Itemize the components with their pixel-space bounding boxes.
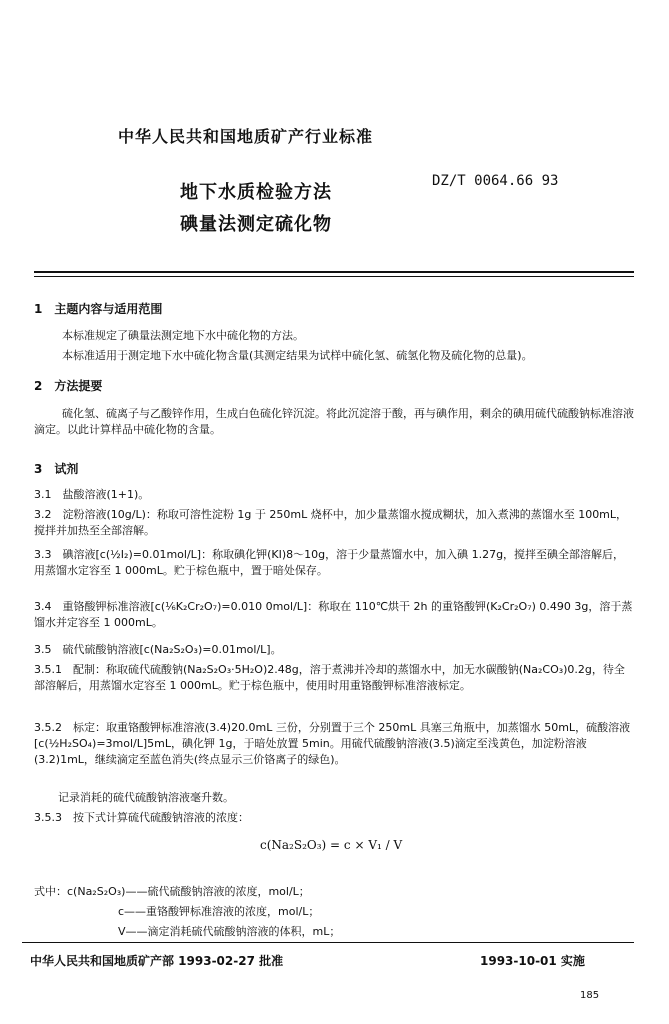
- document-title-line2: 碘量法测定硫化物: [180, 214, 332, 235]
- reagent-3-2: 3.2 淀粉溶液(10g/L)：称取可溶性淀粉 1g 于 250mL 烧杯中，加少量蒸馏水搅成糊状，加入煮沸的蒸馏水至 100mL，搅拌并加热至全部溶解。: [34, 508, 628, 537]
- issued-by-date: 中华人民共和国地质矿产部 1993-02-27 批准: [30, 954, 284, 968]
- document-title-line1: 地下水质检验方法: [180, 182, 332, 203]
- header-rule-thin: [34, 276, 634, 277]
- standard-code: DZ/T 0064.66 93: [432, 173, 559, 189]
- reagent-3-5: 3.5 硫代硫酸钠溶液[c(Na₂S₂O₃)=0.01mol/L]。: [34, 643, 282, 656]
- footer-rule: [22, 942, 634, 943]
- formula-where-3: V——滴定消耗硫代硫酸钠溶液的体积，mL；: [118, 925, 341, 938]
- section-1-paragraph-2: 本标准适用于测定地下水中硫化物含量(其测定结果为试样中硫化氢、硫氢化物及硫化物的总量)。: [62, 349, 533, 362]
- reagent-3-4: 3.4 重铬酸钾标准溶液[c(⅙K₂Cr₂O₇)=0.010 0mol/L]：称取在 110℃烘干 2h 的重铬酸钾(K₂Cr₂O₇) 0.490 3g，溶于蒸馏水并定容至 1 000mL。: [34, 600, 633, 629]
- page-number: 185: [580, 990, 600, 1001]
- reagent-3-5-3: 3.5.3 按下式计算硫代硫酸钠溶液的浓度：: [34, 811, 249, 824]
- reagent-3-5-2: 3.5.2 标定：取重铬酸钾标准溶液(3.4)20.0mL 三份，分别置于三个 250mL 具塞三角瓶中，加蒸馏水 50mL，硫酸溶液[c(½H₂SO₄)=3mol/L]5mL，碘化钾 1g，于暗处放置 5min。用硫代硫酸钠溶液(3.5)滴定至浅黄色，加淀粉溶液(3.2)1mL，继续滴定至蓝色消失(终点显示三价铬离子的绿色)。: [34, 721, 631, 766]
- section-2-heading: 2 方法提要: [34, 379, 103, 393]
- section-1-heading: 1 主题内容与适用范围: [34, 302, 163, 316]
- industry-standard-heading: 中华人民共和国地质矿产行业标准: [118, 127, 374, 146]
- reagent-3-1: 3.1 盐酸溶液(1+1)。: [34, 488, 150, 501]
- section-1-paragraph-1: 本标准规定了碘量法测定地下水中硫化物的方法。: [62, 329, 304, 342]
- reagent-3-3: 3.3 碘溶液[c(½I₂)=0.01mol/L]：称取碘化钾(KI)8～10g，溶于少量蒸馏水中，加入碘 1.27g，搅拌至碘全部溶解后，用蒸馏水定容至 1 000mL。贮于棕色瓶中，置于暗处保存。: [34, 548, 625, 577]
- implementation-date: 1993-10-01 实施: [480, 954, 585, 968]
- reagent-3-5-2-note: 记录消耗的硫代硫酸钠溶液毫升数。: [58, 791, 234, 804]
- section-3-heading: 3 试剂: [34, 462, 79, 476]
- header-rule-thick: [34, 271, 634, 273]
- concentration-formula: c(Na₂S₂O₃) = c × V₁ / V: [260, 838, 403, 852]
- section-2-paragraph: 硫化氢、硫离子与乙酸锌作用，生成白色硫化锌沉淀。将此沉淀溶于酸，再与碘作用，剩余的碘用硫代硫酸钠标准溶液滴定。以此计算样品中硫化物的含量。: [34, 407, 634, 436]
- formula-where-1: 式中：c(Na₂S₂O₃)——硫代硫酸钠溶液的浓度，mol/L；: [34, 885, 310, 898]
- reagent-3-5-1: 3.5.1 配制：称取硫代硫酸钠(Na₂S₂O₃·5H₂O)2.48g，溶于煮沸并冷却的蒸馏水中，加无水碳酸钠(Na₂CO₃)0.2g，待全部溶解后，用蒸馏水定容至 1 000mL。贮于棕色瓶中，使用时用重铬酸钾标准溶液标定。: [34, 663, 625, 692]
- formula-where-2: c——重铬酸钾标准溶液的浓度，mol/L；: [118, 905, 320, 918]
